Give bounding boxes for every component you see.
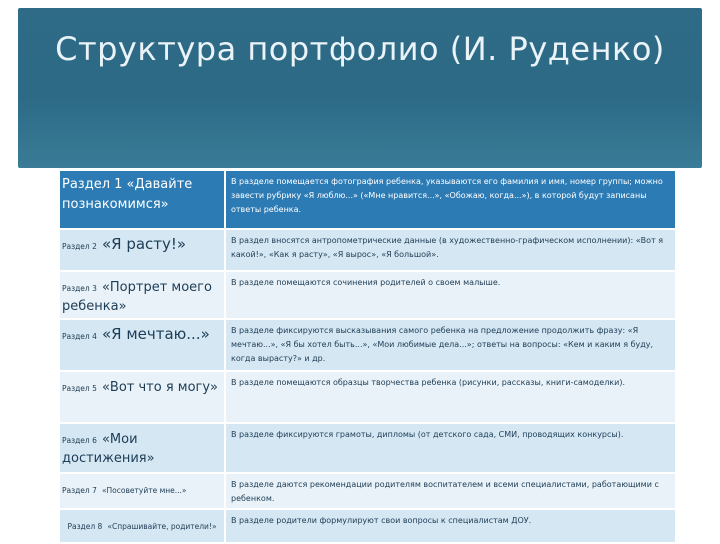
section-label [60, 271, 225, 319]
section-description: В разделе помещаются сочинения родителей о своем малыше. [225, 271, 675, 319]
section-description: В разделе помещается фотография ребенка, указываются его фамилия и имя, номер группы; можно завести рубрику «Я люблю...» («Мне нравится...», «Обожаю, когда...»), в которой будут записаны ответы ребенка. [225, 171, 675, 229]
section-label-prefix: Раздел 3 [62, 284, 97, 293]
section-label-prefix: Раздел 6 [62, 436, 97, 445]
section-label-rest: «Я мечтаю...» [101, 325, 210, 343]
table-row [60, 319, 675, 371]
table-row [60, 371, 675, 423]
section-description: В раздел вносятся антропометрические данные (в художественно-графическом исполнении): «Вот я какой!», «Как я расту», «Я вырос», «Я большой». [225, 229, 675, 271]
section-label-prefix: Раздел 7 [62, 486, 97, 495]
section-label [60, 229, 225, 271]
table-row [60, 271, 675, 319]
section-label-rest: «Посоветуйте мне...» [101, 486, 187, 495]
section-label-rest: «Я расту!» [101, 235, 187, 253]
section-label [60, 423, 225, 473]
section-label-prefix: Раздел 1 «Давайте [62, 177, 193, 192]
table-row [60, 473, 675, 509]
section-label-prefix: Раздел 5 [62, 384, 97, 393]
section-label-rest: познакомимся» [62, 197, 169, 212]
section-description: В разделе помещаются образцы творчества ребенка (рисунки, рассказы, книги-самоделки). [225, 371, 675, 423]
section-label [60, 319, 225, 371]
section-label-rest: «Вот что я могу» [101, 380, 219, 395]
section-label-rest: «Спрашивайте, родители!» [107, 522, 217, 531]
section-label [60, 473, 225, 509]
table-row [60, 423, 675, 473]
table-row [60, 229, 675, 271]
section-label-prefix: Раздел 4 [62, 332, 97, 341]
section-label-prefix: Раздел 2 [62, 242, 97, 251]
table-row [60, 509, 675, 543]
section-label-rest: «Портрет моего ребенка» [62, 280, 212, 314]
section-description: В разделе даются рекомендации родителям воспитателем и всеми специалистами, работающими с ребенком. [225, 473, 675, 509]
section-label-prefix: Раздел 8 [67, 522, 103, 531]
section-label [60, 371, 225, 423]
portfolio-table [60, 171, 675, 544]
section-description: В разделе фиксируются грамоты, дипломы (от детского сада, СМИ, проводящих конкурсы). [225, 423, 675, 473]
section-label [60, 171, 225, 229]
section-label-rest: «Мои достижения» [62, 432, 155, 466]
section-description: В разделе родители формулируют свои вопросы к специалистам ДОУ. [225, 509, 675, 543]
section-description: В разделе фиксируются высказывания самого ребенка на предложение продолжить фразу: «Я мечтаю...», «Я бы хотел быть...», «Мои любимые дела...»; ответы на вопросы: «Кем и каким я буду, когда вырасту?» и др. [225, 319, 675, 371]
section-label [60, 509, 225, 543]
slide-title: Структура портфолио (И. Руденко) [55, 30, 665, 68]
table-row [60, 171, 675, 229]
